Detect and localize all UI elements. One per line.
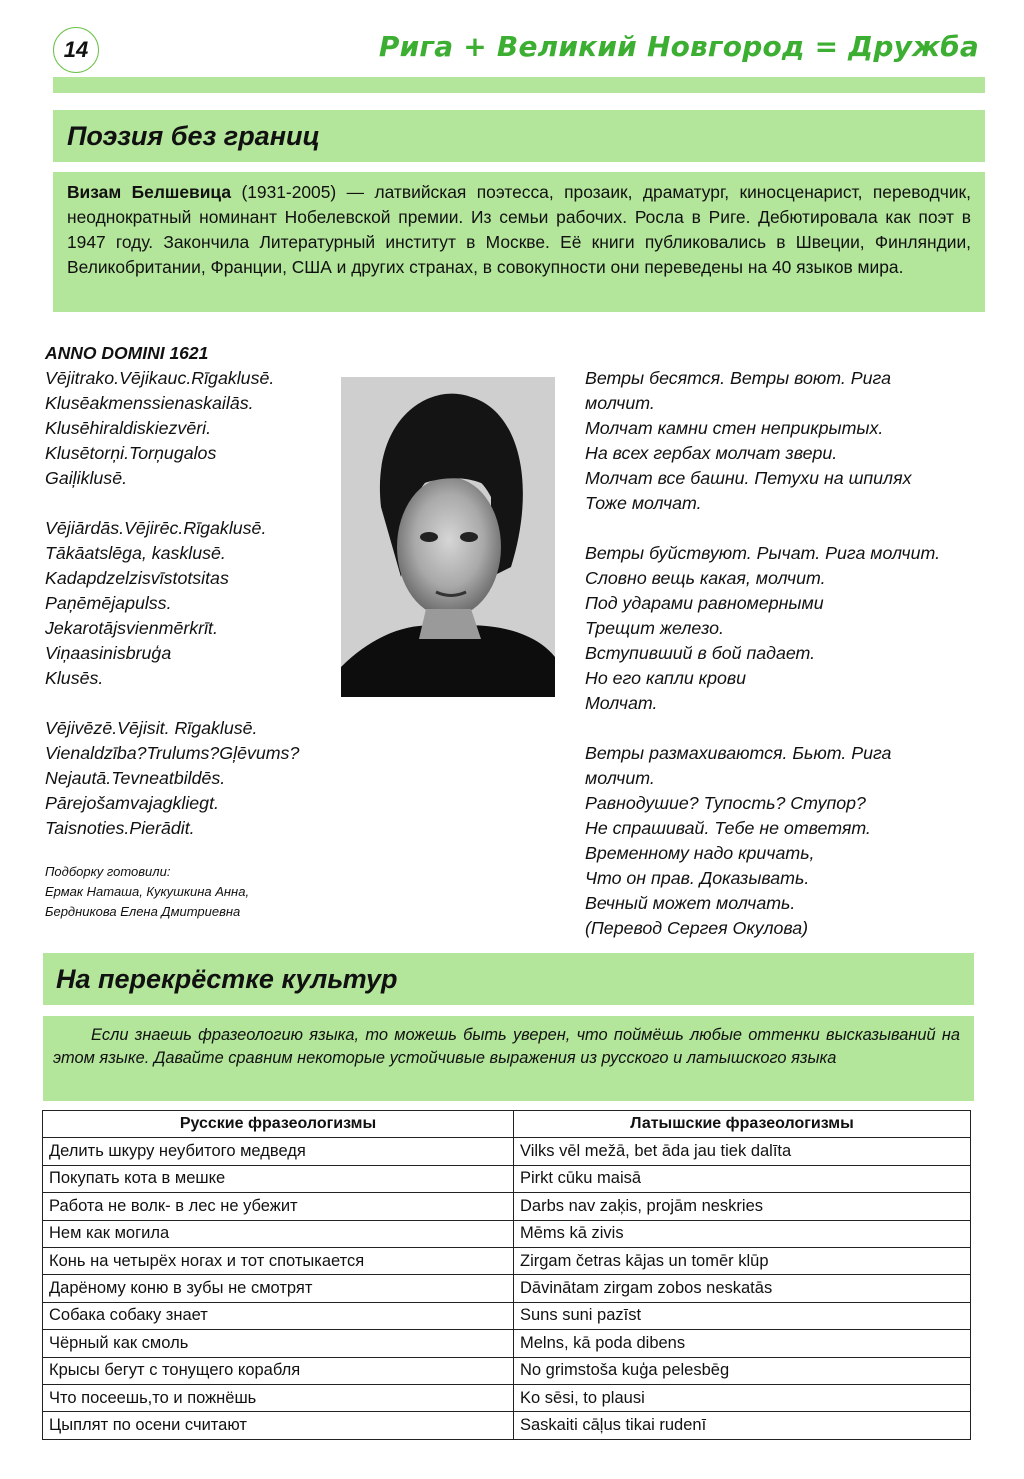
poem-line: На всех гербах молчат звери. [585, 443, 838, 463]
poem-line: Не спрашивай. Тебе не ответят. [585, 818, 871, 838]
header-bar [53, 77, 985, 93]
table-row [43, 1302, 971, 1329]
poem-line: Ветры размахиваются. Бьют. Рига [585, 743, 892, 763]
cell-latvian: Darbs nav zaķis, projām neskries [514, 1193, 971, 1220]
cell-latvian: Zirgam četras kājas un tomēr klūp [514, 1247, 971, 1274]
poem-line: Молчат все башни. Петухи на шпилях [585, 468, 912, 488]
poem-line: молчит. [585, 768, 655, 788]
poem-line [585, 716, 940, 741]
cell-latvian: No grimstoša kuģa pelesbēg [514, 1357, 971, 1384]
cell-russian: Конь на четырёх ногах и тот спотыкается [43, 1247, 514, 1274]
poem-line: (Перевод Сергея Окулова) [585, 918, 809, 938]
cell-russian: Покупать кота в мешке [43, 1165, 514, 1192]
poem-line: Taisnoties.Pierādit. [45, 818, 195, 838]
table-header-row [43, 1111, 971, 1138]
header-latvian: Латышские фразеологизмы [514, 1111, 971, 1138]
credits-names-line1: Ермак Наташа, Кукушкина Анна, [45, 884, 250, 899]
table-row [43, 1412, 971, 1439]
poem-line [45, 691, 299, 716]
magazine-title: Рига + Великий Новгород = Дружба [378, 30, 979, 63]
poem-line: Vējiārdās.Vējirēc.Rīgaklusē. [45, 518, 267, 538]
poem-latvian [45, 366, 299, 841]
table-row [43, 1220, 971, 1247]
table-row [43, 1357, 971, 1384]
poem-line: Равнодушие? Тупость? Ступор? [585, 793, 866, 813]
table-row [43, 1384, 971, 1411]
cell-latvian: Pirkt cūku maisā [514, 1165, 971, 1192]
poem-line: Kadapdzelzisvīstotsitas [45, 568, 229, 588]
cell-latvian: Mēms kā zivis [514, 1220, 971, 1247]
poem-line: Klusētorņi.Torņugalos [45, 443, 217, 463]
poem-line: Klusēhiraldiskiezvēri. [45, 418, 212, 438]
portrait-illustration [341, 377, 555, 697]
poem-title: ANNO DOMINI 1621 [45, 343, 209, 363]
poem-line: Тоже молчат. [585, 493, 702, 513]
poem-line [45, 491, 299, 516]
table-row [43, 1330, 971, 1357]
poem-line: Klusēakmenssienaskailās. [45, 393, 254, 413]
poem-line [585, 516, 940, 541]
poem-line: Vējivēzē.Vējisit. Rīgaklusē. [45, 718, 258, 738]
cell-latvian: Melns, kā poda dibens [514, 1330, 971, 1357]
poem-line: Tākāatslēga, kasklusē. [45, 543, 226, 563]
poem-line: Молчат камни стен неприкрытых. [585, 418, 884, 438]
cell-latvian: Saskaiti cāļus tikai rudenī [514, 1412, 971, 1439]
poem-line: Вечный может молчать. [585, 893, 796, 913]
poem-line: Paņēmējapulss. [45, 593, 172, 613]
poem-line: Ветры бесятся. Ветры воют. Рига [585, 368, 891, 388]
poem-line: Pārejošamvajagkliegt. [45, 793, 219, 813]
poem-line: Трещит железо. [585, 618, 724, 638]
poem-line: Vienaldzība?Trulums?Gļēvums? [45, 743, 300, 763]
poem-line: молчит. [585, 393, 655, 413]
portrait-photo [341, 377, 555, 697]
bio-text: (1931-2005) — латвийская поэтесса, прозаик, драматург, киносценарист, переводчик, неоднократный номинант Нобелевской премии. Из семьи рабочих. Росла в Риге. Дебютировала как поэт в 1947 году. Закончила Литературный институт в Москве. Её книги публиковались в Швеции, Финляндии, Великобритании, Франции, США и других странах, в совокупности они переведены на 40 языков мира. [67, 182, 971, 277]
section-title-poetry: Поэзия без границ [53, 110, 985, 162]
table-row [43, 1193, 971, 1220]
intro-box [43, 1016, 974, 1101]
credits-label: Подборку готовили: [45, 864, 171, 879]
poem-line: Klusēs. [45, 668, 104, 688]
poem-line: Но его капли крови [585, 668, 747, 688]
cell-russian: Делить шкуру неубитого медведя [43, 1138, 514, 1165]
cell-russian: Собака собаку знает [43, 1302, 514, 1329]
poem-line: Вступивший в бой падает. [585, 643, 816, 663]
cell-russian: Чёрный как смоль [43, 1330, 514, 1357]
section-title-cultures: На перекрёстке культур [43, 953, 974, 1005]
table-row [43, 1247, 971, 1274]
cell-latvian: Vilks vēl mežā, bet āda jau tiek dalīta [514, 1138, 971, 1165]
poem-line: Nejautā.Tevneatbildēs. [45, 768, 226, 788]
poem-line: Временному надо кричать, [585, 843, 815, 863]
cell-latvian: Suns suni pazīst [514, 1302, 971, 1329]
poem-line: Под ударами равномерными [585, 593, 824, 613]
table-row [43, 1165, 971, 1192]
credits [45, 862, 249, 922]
credits-names-line2: Бердникова Елена Дмитриевна [45, 904, 241, 919]
table-row [43, 1138, 971, 1165]
cell-russian: Дарёному коню в зубы не смотрят [43, 1275, 514, 1302]
poem-line: Jekarotājsvienmērkrīt. [45, 618, 218, 638]
poem-line: Viņaasinisbruģa [45, 643, 172, 663]
cell-latvian: Ko sēsi, to plausi [514, 1384, 971, 1411]
poem-line: Gaiļiklusē. [45, 468, 128, 488]
cell-russian: Цыплят по осени считают [43, 1412, 514, 1439]
poem-line: Молчат. [585, 693, 658, 713]
poem-russian [585, 366, 940, 941]
cell-russian: Нем как могила [43, 1220, 514, 1247]
cell-russian: Что посеешь,то и пожнёшь [43, 1384, 514, 1411]
table-row [43, 1275, 971, 1302]
cell-russian: Работа не волк- в лес не убежит [43, 1193, 514, 1220]
page-number: 14 [53, 27, 99, 73]
cell-russian: Крысы бегут с тонущего корабля [43, 1357, 514, 1384]
bio-box [53, 172, 985, 312]
intro-text: Если знаешь фразеологию языка, то можешь быть уверен, что поймёшь любые оттенки высказываний на этом языке. Давайте сравним некоторые устойчивые выражения из русского и латышского языка [53, 1026, 960, 1067]
header-russian: Русские фразеологизмы [43, 1111, 514, 1138]
poem-line: Словно вещь какая, молчит. [585, 568, 826, 588]
poem-line: Что он прав. Доказывать. [585, 868, 810, 888]
cell-latvian: Dāvinātam zirgam zobos neskatās [514, 1275, 971, 1302]
bio-name: Визам Белшевица [67, 182, 231, 202]
phraseology-table [42, 1110, 971, 1440]
poem-line: Vējitrako.Vējikauc.Rīgaklusē. [45, 368, 275, 388]
poem-line: Ветры буйствуют. Рычат. Рига молчит. [585, 543, 941, 563]
